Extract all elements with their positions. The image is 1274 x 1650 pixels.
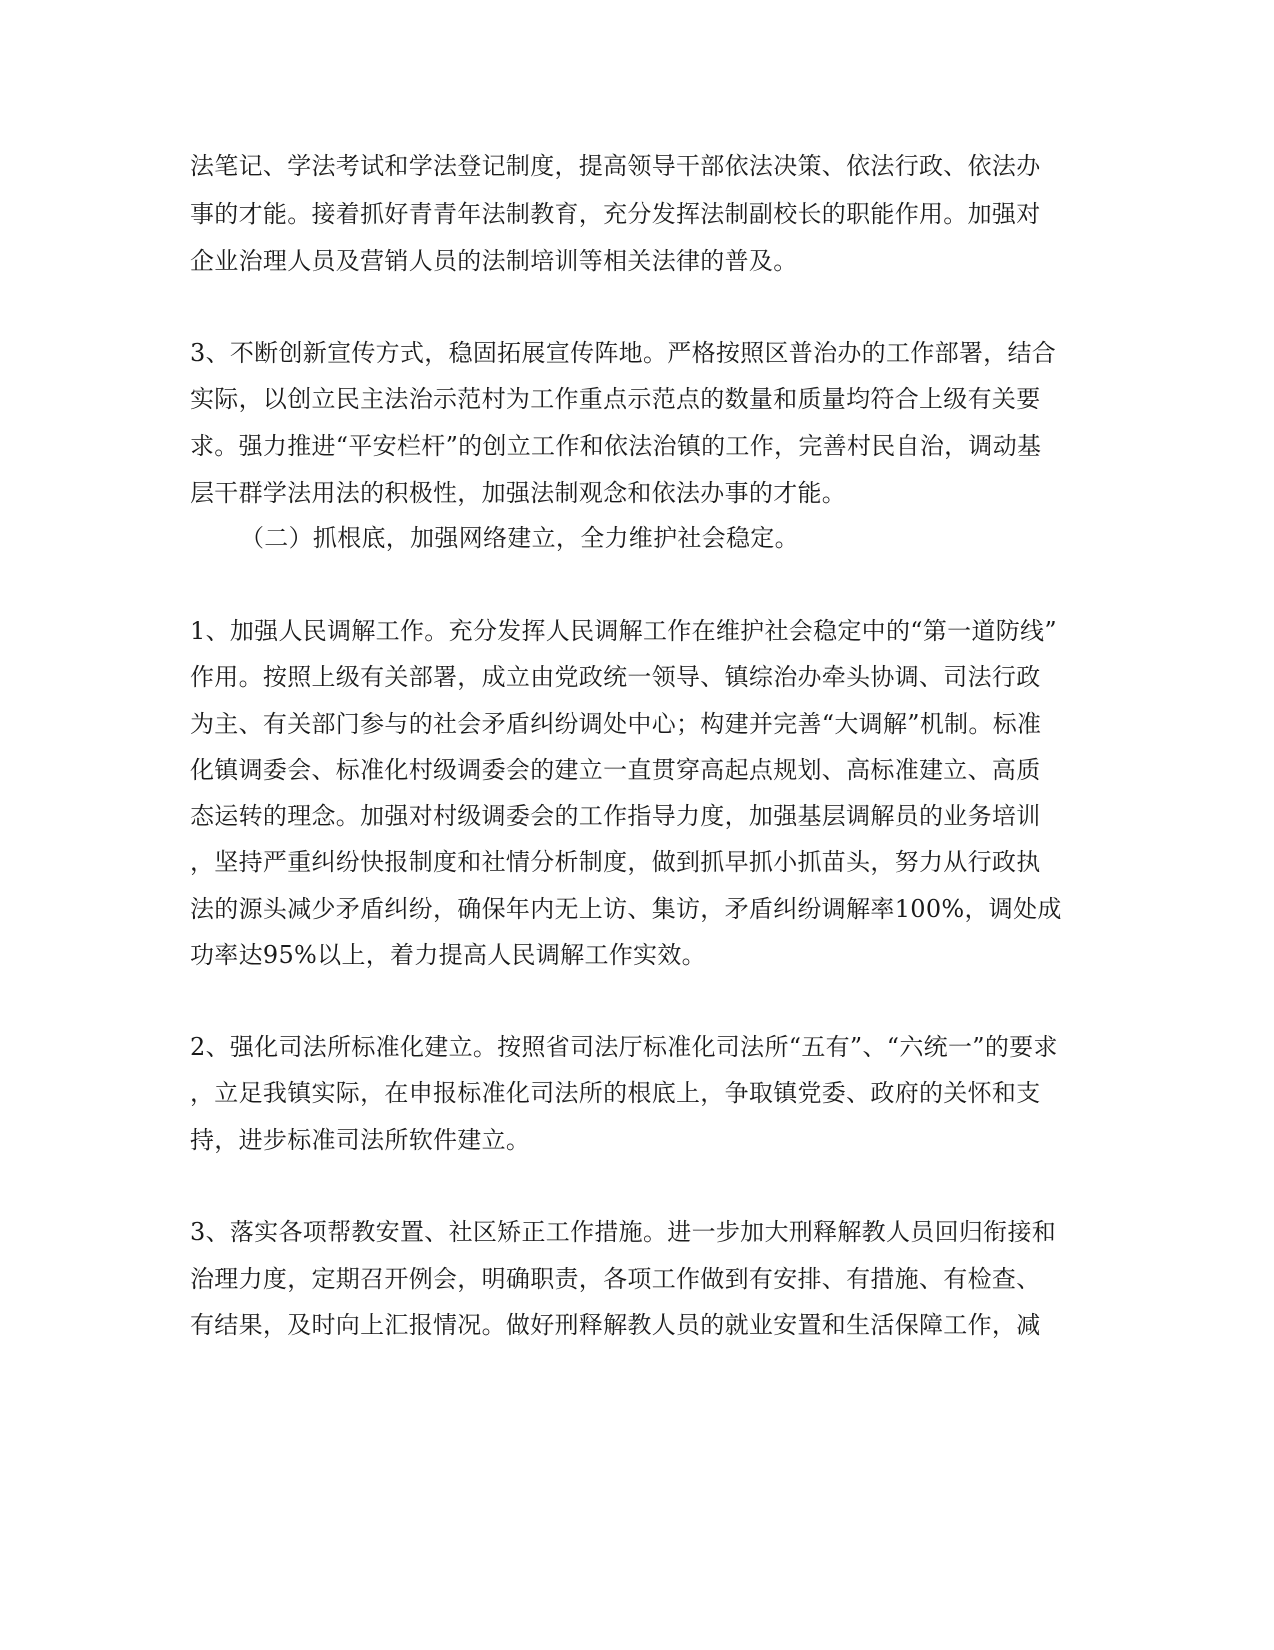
text-line: 层干群学法用法的积极性，加强法制观念和依法办事的才能。 <box>190 479 847 507</box>
text-line: 2、强化司法所标准化建立。按照省司法厅标准化司法所“五有”、“六统一”的要求 <box>190 1033 1058 1061</box>
text-line: ，坚持严重纠纷快报制度和社情分析制度，做到抓早抓小抓苗头，努力从行政执 <box>190 848 1041 876</box>
text-line: 3、落实各项帮教安置、社区矫正工作措施。进一步加大刑释解教人员回归衔接和 <box>190 1218 1057 1246</box>
text-line: 1、加强人民调解工作。充分发挥人民调解工作在维护社会稳定中的“第一道防线” <box>190 617 1057 645</box>
text-line: 化镇调委会、标准化村级调委会的建立一直贯穿高起点规划、高标准建立、高质 <box>190 756 1041 784</box>
text-line: ，立足我镇实际，在申报标准化司法所的根底上，争取镇党委、政府的关怀和支 <box>190 1079 1041 1107</box>
text-line: 3、不断创新宣传方式，稳固拓展宣传阵地。严格按照区普治办的工作部署，结合 <box>190 339 1057 367</box>
text-line: 持，进步标准司法所软件建立。 <box>190 1126 531 1154</box>
text-line: 法笔记、学法考试和学法登记制度，提高领导干部依法决策、依法行政、依法办 <box>190 152 1041 180</box>
text-line: 求。强力推进“平安栏杆”的创立工作和依法治镇的工作，完善村民自治，调动基 <box>190 432 1042 460</box>
text-line: 事的才能。接着抓好青青年法制教育，充分发挥法制副校长的职能作用。加强对 <box>190 200 1041 228</box>
text-line: 为主、有关部门参与的社会矛盾纠纷调处中心；构建并完善“大调解”机制。标准 <box>190 710 1042 738</box>
section-heading: （二）抓根底，加强网络建立，全力维护社会稳定。 <box>240 524 799 552</box>
text-line: 法的源头减少矛盾纠纷，确保年内无上访、集访，矛盾纠纷调解率100%，调处成 <box>190 895 1062 923</box>
text-line: 功率达95%以上，着力提高人民调解工作实效。 <box>190 941 706 969</box>
text-line: 实际，以创立民主法治示范村为工作重点示范点的数量和质量均符合上级有关要 <box>190 385 1041 413</box>
text-line: 治理力度，定期召开例会，明确职责，各项工作做到有安排、有措施、有检查、 <box>190 1265 1041 1293</box>
text-line: 态运转的理念。加强对村级调委会的工作指导力度，加强基层调解员的业务培训 <box>190 802 1041 830</box>
text-line: 作用。按照上级有关部署，成立由党政统一领导、镇综治办牵头协调、司法行政 <box>190 663 1041 691</box>
text-line: 企业治理人员及营销人员的法制培训等相关法律的普及。 <box>190 247 798 275</box>
text-line: 有结果，及时向上汇报情况。做好刑释解教人员的就业安置和生活保障工作，减 <box>190 1311 1041 1339</box>
